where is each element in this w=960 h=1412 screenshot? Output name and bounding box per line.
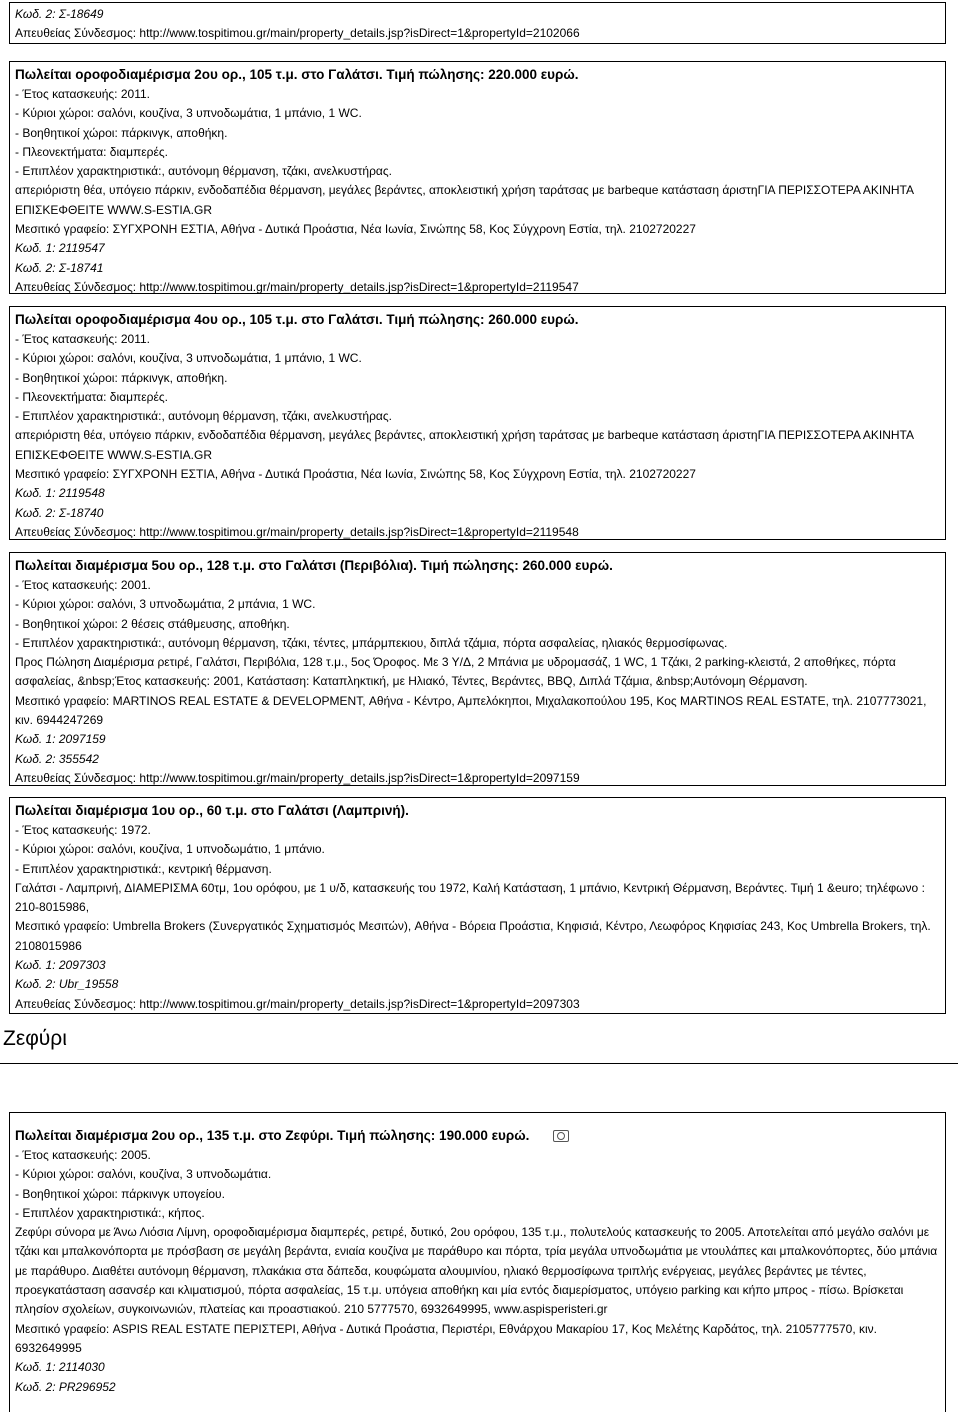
- advantages: - Πλεονεκτήματα: διαμπερές.: [15, 389, 168, 404]
- listing-card: [9, 1112, 946, 1412]
- code2: Κωδ. 2: 355542: [15, 751, 99, 766]
- auxiliary-rooms: - Βοηθητικοί χώροι: πάρκινγκ, αποθήκη.: [15, 125, 228, 140]
- listing-card: [9, 306, 946, 540]
- construction-year: - Έτος κατασκευής: 2001.: [15, 578, 151, 592]
- listing-card: [9, 552, 946, 786]
- listing-card: [9, 61, 946, 294]
- listing-title: Πωλείται οροφοδιαμέρισμα 2ου ορ., 105 τ.μ. στο Γαλάτσι. Τιμή πώλησης: 220.000 ευρώ.: [15, 67, 579, 82]
- description: Ζεφύρι σύνορα με Άνω Λιόσια Λίμνη, οροφοδιαμέρισμα διαμπερές, ρετιρέ, δυτικό, 2ου ορόφου, 135 τ.μ., πολυτελούς κατασκευής το 2005. Αποτελείται από μεγάλο σαλόνι με τζάκι και μπαλκονόπορτα με πρόσβαση σε μεγάλη βεράντα, ενιαία κουζίνα με παράθυρο και πόρτα, τρία μεγάλα υπνοδωμάτια με ντουλάπες και μπαλκονόπορτες, δύο μπάνια με παράθυρο. Διαθέτει αυτόνομη θέρμανση, πλακάκια στα δάπεδα, κουφώματα αλουμινίου, ηλιακό θερμοσίφωνα τριπλής ενέργειας, μεγάλες βεράντες με τέντες, προεγκατάσταση ασανσέρ και κλιματισμού, πόρτα ασφαλείας, 15 τ.μ. υπόγεια αποθήκη και μία εντός διαμερίσματος, υπόγειο parking και κήπο μπρος - πίσω. Βρίσκεται πλησίον σχολείων, συγκοινωνιών, πλατείας και προαστιακού. 210 5777570, 6932649995, www.aspisperisteri.gr: [15, 1225, 938, 1317]
- description: απεριόριστη θέα, υπόγειο πάρκιν, ενδοδαπέδια θέρμανση, μεγάλες βεράντες, αποκλειστική χρήση ταράτσας με barbeque κατάσταση άριστηΓΙΑ ΠΕΡΙΣΣΟΤΕΡΑ ΑΚΙΝΗΤΑ ΕΠΙΣΚΕΦΘΕΙΤΕ WWW.S-ESTIA.GR: [15, 183, 914, 217]
- code1: Κωδ. 1: 2097159: [15, 732, 106, 747]
- extra-features: - Επιπλέον χαρακτηριστικά:, αυτόνομη θέρμανση, τζάκι, ανελκυστήρας.: [15, 164, 392, 179]
- section-heading: Ζεφύρι: [3, 1027, 67, 1050]
- listing-title-row: [15, 1126, 940, 1146]
- construction-year: - Έτος κατασκευής: 2011.: [15, 332, 150, 346]
- code1: Κωδ. 1: 2097303: [15, 958, 106, 973]
- direct-link[interactable]: Απευθείας Σύνδεσμος: http://www.tospitimou.gr/main/property_details.jsp?isDirect=1&propertyId=2097159: [15, 770, 580, 785]
- listing-title: Πωλείται διαμέρισμα 1ου ορ., 60 τ.μ. στο Γαλάτσι (Λαμπρινή).: [15, 803, 409, 818]
- code2: Κωδ. 2: Σ-18649: [15, 7, 104, 21]
- extra-features: - Επιπλέον χαρακτηριστικά:, αυτόνομη θέρμανση, τζάκι, τέντες, μπάρμπεκιου, διπλά τζάμια, πόρτα ασφαλείας, ηλιακός θερμοσίφωνας.: [15, 635, 728, 650]
- listing-title: Πωλείται διαμέρισμα 2ου ορ., 135 τ.μ. στο Ζεφύρι. Τιμή πώλησης: 190.000 ευρώ.: [15, 1128, 530, 1143]
- code1: Κωδ. 1: 2119548: [15, 486, 105, 501]
- section-divider: [0, 1063, 958, 1064]
- extra-features: - Επιπλέον χαρακτηριστικά:, κήπος.: [15, 1205, 205, 1220]
- listing-title: Πωλείται διαμέρισμα 5ου ορ., 128 τ.μ. στο Γαλάτσι (Περιβόλια). Τιμή πώλησης: 260.000 ευρώ.: [15, 558, 613, 573]
- construction-year: - Έτος κατασκευής: 1972.: [15, 823, 151, 837]
- code1: Κωδ. 1: 2114030: [15, 1360, 105, 1375]
- main-rooms: - Κύριοι χώροι: σαλόνι, κουζίνα, 3 υπνοδωμάτια, 1 μπάνιο, 1 WC.: [15, 106, 362, 121]
- agency: Μεσιτικό γραφείο: ΣΥΓΧΡΟΝΗ ΕΣΤΙΑ, Αθήνα - Δυτικά Προάστια, Νέα Ιωνία, Σινώπης 58, Κος Σύγχρονη Εστία, τηλ. 2102720227: [15, 222, 696, 237]
- listing-title: Πωλείται οροφοδιαμέρισμα 4ου ορ., 105 τ.μ. στο Γαλάτσι. Τιμή πώλησης: 260.000 ευρώ.: [15, 312, 579, 327]
- description: απεριόριστη θέα, υπόγειο πάρκιν, ενδοδαπέδια θέρμανση, μεγάλες βεράντες, αποκλειστική χρήση ταράτσας με barbeque κατάσταση άριστηΓΙΑ ΠΕΡΙΣΣΟΤΕΡΑ ΑΚΙΝΗΤΑ ΕΠΙΣΚΕΦΘΕΙΤΕ WWW.S-ESTIA.GR: [15, 428, 914, 462]
- agency: Μεσιτικό γραφείο: ASPIS REAL ESTATE ΠΕΡΙΣΤΕΡΙ, Αθήνα - Δυτικά Προάστια, Περιστέρι, Εθνάρχου Μακαρίου 17, Κος Μελέτης Καρδάτος, τηλ. 2105777570, κιν. 6932649995: [15, 1321, 878, 1355]
- code2: Κωδ. 2: Σ-18741: [15, 260, 104, 275]
- agency: Μεσιτικό γραφείο: Umbrella Brokers (Συνεργατικός Σχηματισμός Μεσιτών), Αθήνα - Βόρεια Προάστια, Κηφισιά, Κέντρο, Λεωφόρος Κηφισίας 243, Κος Umbrella Brokers, τηλ. 2108015986: [15, 919, 931, 953]
- main-rooms: - Κύριοι χώροι: σαλόνι, κουζίνα, 3 υπνοδωμάτια, 1 μπάνιο, 1 WC.: [15, 351, 362, 366]
- construction-year: - Έτος κατασκευής: 2005.: [15, 1148, 151, 1162]
- main-rooms: - Κύριοι χώροι: σαλόνι, κουζίνα, 1 υπνοδωμάτιο, 1 μπάνιο.: [15, 842, 325, 857]
- main-rooms: - Κύριοι χώροι: σαλόνι, κουζίνα, 3 υπνοδωμάτια.: [15, 1167, 272, 1182]
- extra-features: - Επιπλέον χαρακτηριστικά:, κεντρική θέρμανση.: [15, 861, 272, 876]
- description: Γαλάτσι - Λαμπρινή, ΔΙΑΜΕΡΙΣΜΑ 60τμ, 1ου ορόφου, με 1 υ/δ, κατασκευής του 1972, Καλή Κατάσταση, 1 μπάνιο, Κεντρική Θέρμανση, Βεράντες. Τιμή 1 &euro; τηλέφωνο : 210-8015986,: [15, 880, 925, 915]
- code1: Κωδ. 1: 2119547: [15, 241, 105, 256]
- advantages: - Πλεονεκτήματα: διαμπερές.: [15, 144, 168, 159]
- agency: Μεσιτικό γραφείο: ΣΥΓΧΡΟΝΗ ΕΣΤΙΑ, Αθήνα - Δυτικά Προάστια, Νέα Ιωνία, Σινώπης 58, Κος Σύγχρονη Εστία, τηλ. 2102720227: [15, 467, 696, 482]
- camera-icon[interactable]: [553, 1130, 569, 1142]
- direct-link[interactable]: Απευθείας Σύνδεσμος: http://www.tospitimou.gr/main/property_details.jsp?isDirect=1&propertyId=2102066: [15, 26, 580, 41]
- code2: Κωδ. 2: Σ-18740: [15, 505, 104, 520]
- construction-year: - Έτος κατασκευής: 2011.: [15, 87, 150, 101]
- listing-continuation: [9, 2, 946, 44]
- code2: Κωδ. 2: Ubr_19558: [15, 977, 119, 992]
- main-rooms: - Κύριοι χώροι: σαλόνι, 3 υπνοδωμάτια, 2 μπάνια, 1 WC.: [15, 597, 316, 612]
- agency: Μεσιτικό γραφείο: MARTINOS REAL ESTATE & DEVELOPMENT, Αθήνα - Κέντρο, Αμπελόκηποι, Μιχαλακοπούλου 195, Κος MARTINOS REAL ESTATE, τηλ. 2107773021, κιν. 6944247269: [15, 693, 927, 728]
- auxiliary-rooms: - Βοηθητικοί χώροι: πάρκινγκ υπογείου.: [15, 1186, 225, 1201]
- extra-features: - Επιπλέον χαρακτηριστικά:, αυτόνομη θέρμανση, τζάκι, ανελκυστήρας.: [15, 409, 392, 424]
- auxiliary-rooms: - Βοηθητικοί χώροι: πάρκινγκ, αποθήκη.: [15, 370, 228, 385]
- code2: Κωδ. 2: PR296952: [15, 1379, 116, 1394]
- listing-card: [9, 797, 946, 1014]
- direct-link[interactable]: Απευθείας Σύνδεσμος: http://www.tospitimou.gr/main/property_details.jsp?isDirect=1&propertyId=2119548: [15, 524, 579, 539]
- direct-link[interactable]: Απευθείας Σύνδεσμος: http://www.tospitimou.gr/main/property_details.jsp?isDirect=1&propertyId=2097303: [15, 996, 580, 1011]
- description: Προς Πώληση Διαμέρισμα ρετιρέ, Γαλάτσι, Περιβόλια, 128 τ.μ., 5ος Όροφος. Με 3 Υ/Δ, 2 Μπάνια με υδρομασάζ, 1 WC, 1 Τζάκι, 2 parking-κλειστά, 2 αποθήκες, πόρτα ασφαλείας, &nbsp;Έτος κατασκευής: 2001, Κατάσταση: Καταπληκτική, με Ηλιακό, Τέντες, Βεράντες, BBQ, Διπλά Τζάμια, &nbsp;Αυτόνομη Θέρμανση.: [15, 655, 896, 689]
- direct-link[interactable]: Απευθείας Σύνδεσμος: http://www.tospitimou.gr/main/property_details.jsp?isDirect=1&propertyId=2119547: [15, 279, 579, 294]
- auxiliary-rooms: - Βοηθητικοί χώροι: 2 θέσεις στάθμευσης, αποθήκη.: [15, 616, 290, 631]
